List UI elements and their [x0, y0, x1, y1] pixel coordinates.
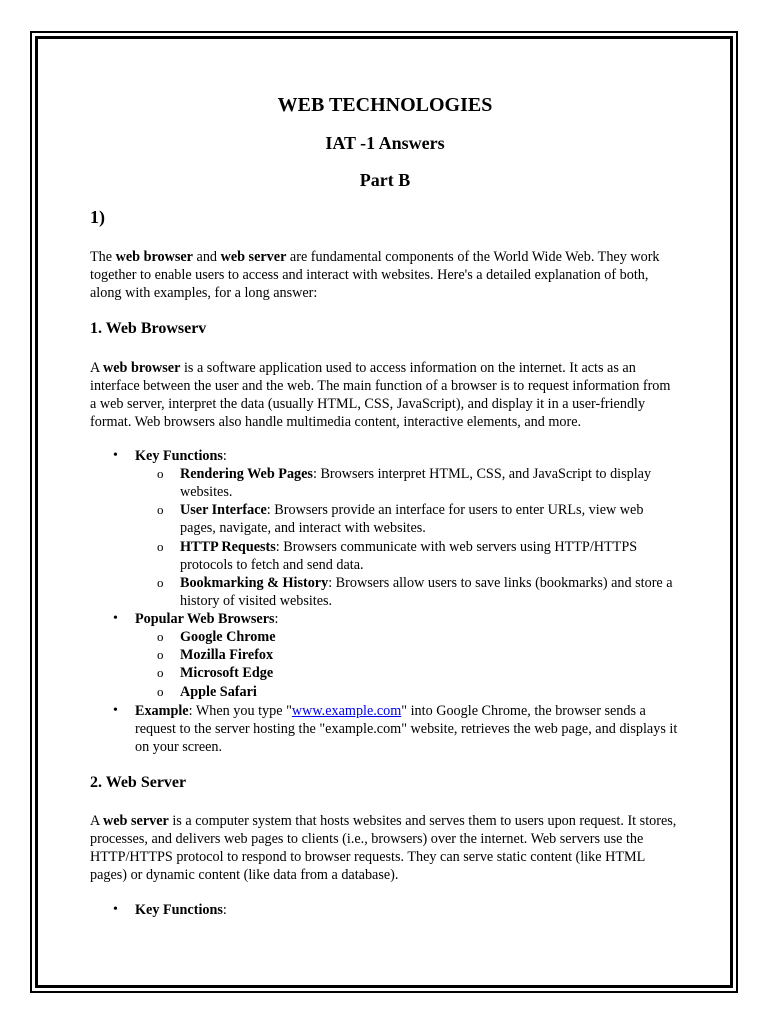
list-item-server-key-functions: • Key Functions:	[113, 902, 227, 918]
part-heading: Part B	[359, 170, 411, 190]
intro-paragraph: The web browser and web server are fundamental components of the World Wide Web. They work together to enable users to access and interact with websites. Here's a detailed explanation of both, along with examples, for a long answer:	[90, 249, 660, 301]
sub-bullet-icon: o	[157, 647, 164, 662]
sub-bullet-icon: o	[157, 629, 164, 644]
sub-bullet-icon: o	[157, 575, 164, 590]
sub-bullet-icon: o	[157, 665, 164, 680]
section-heading-web-browser: 1. Web Browserv	[90, 320, 207, 337]
list-item-browser: o Apple Safari	[157, 684, 257, 700]
document-title: WEB TECHNOLOGIES	[277, 94, 493, 116]
section-heading-web-server: 2. Web Server	[90, 774, 187, 791]
bullet-icon: •	[113, 703, 118, 718]
web-browser-paragraph: A web browser is a software application used to access information on the internet. It acts as an interface between the user and the web. The main function of a browser is to request information from a web server, interpret the data (usually HTML, CSS, JavaScript), and display it in a user-friendly format. Web browsers also handle multimedia content, interactive elements, and more.	[90, 360, 671, 430]
sub-bullet-icon: o	[157, 466, 164, 481]
sub-bullet-icon: o	[157, 684, 164, 699]
sub-bullet-icon: o	[157, 502, 164, 517]
list-item-popular-browsers: • Popular Web Browsers:	[113, 611, 279, 627]
example-link[interactable]: www.example.com	[291, 703, 402, 719]
bullet-icon: •	[113, 902, 118, 917]
list-item-browser: o Mozilla Firefox	[157, 647, 274, 663]
list-item-example: • Example: When you type "www.example.com" into Google Chrome, the browser sends a request to the server hosting the "example.com" website, retrieves the web page, and displays it on your screen.	[113, 703, 678, 755]
list-item-function: o Bookmarking & History: Browsers allow users to save links (bookmarks) and store a history of visited websites.	[157, 575, 673, 609]
question-number: 1)	[90, 207, 105, 227]
list-item-function: o User Interface: Browsers provide an interface for users to enter URLs, view web pages, navigate, and interact with websites.	[157, 502, 644, 536]
list-item-browser: o Google Chrome	[157, 629, 276, 645]
web-server-paragraph: A web server is a computer system that hosts websites and serves them to users upon request. It stores, processes, and delivers web pages to clients (i.e., browsers) over the internet. Web servers use the HTTP/HTTPS protocol to respond to browser requests. They can serve static content (like HTML pages) or dynamic content (like data from a database).	[90, 813, 677, 883]
document-subtitle: IAT -1 Answers	[325, 133, 445, 153]
bullet-icon: •	[113, 448, 118, 463]
list-item-browser: o Microsoft Edge	[157, 665, 274, 681]
list-item-function: o Rendering Web Pages: Browsers interpret HTML, CSS, and JavaScript to display websites.	[157, 466, 652, 500]
sub-bullet-icon: o	[157, 539, 164, 554]
list-item-function: o HTTP Requests: Browsers communicate with web servers using HTTP/HTTPS protocols to fetch and send data.	[157, 539, 638, 573]
list-item-key-functions: • Key Functions:	[113, 448, 227, 464]
bullet-icon: •	[113, 611, 118, 626]
